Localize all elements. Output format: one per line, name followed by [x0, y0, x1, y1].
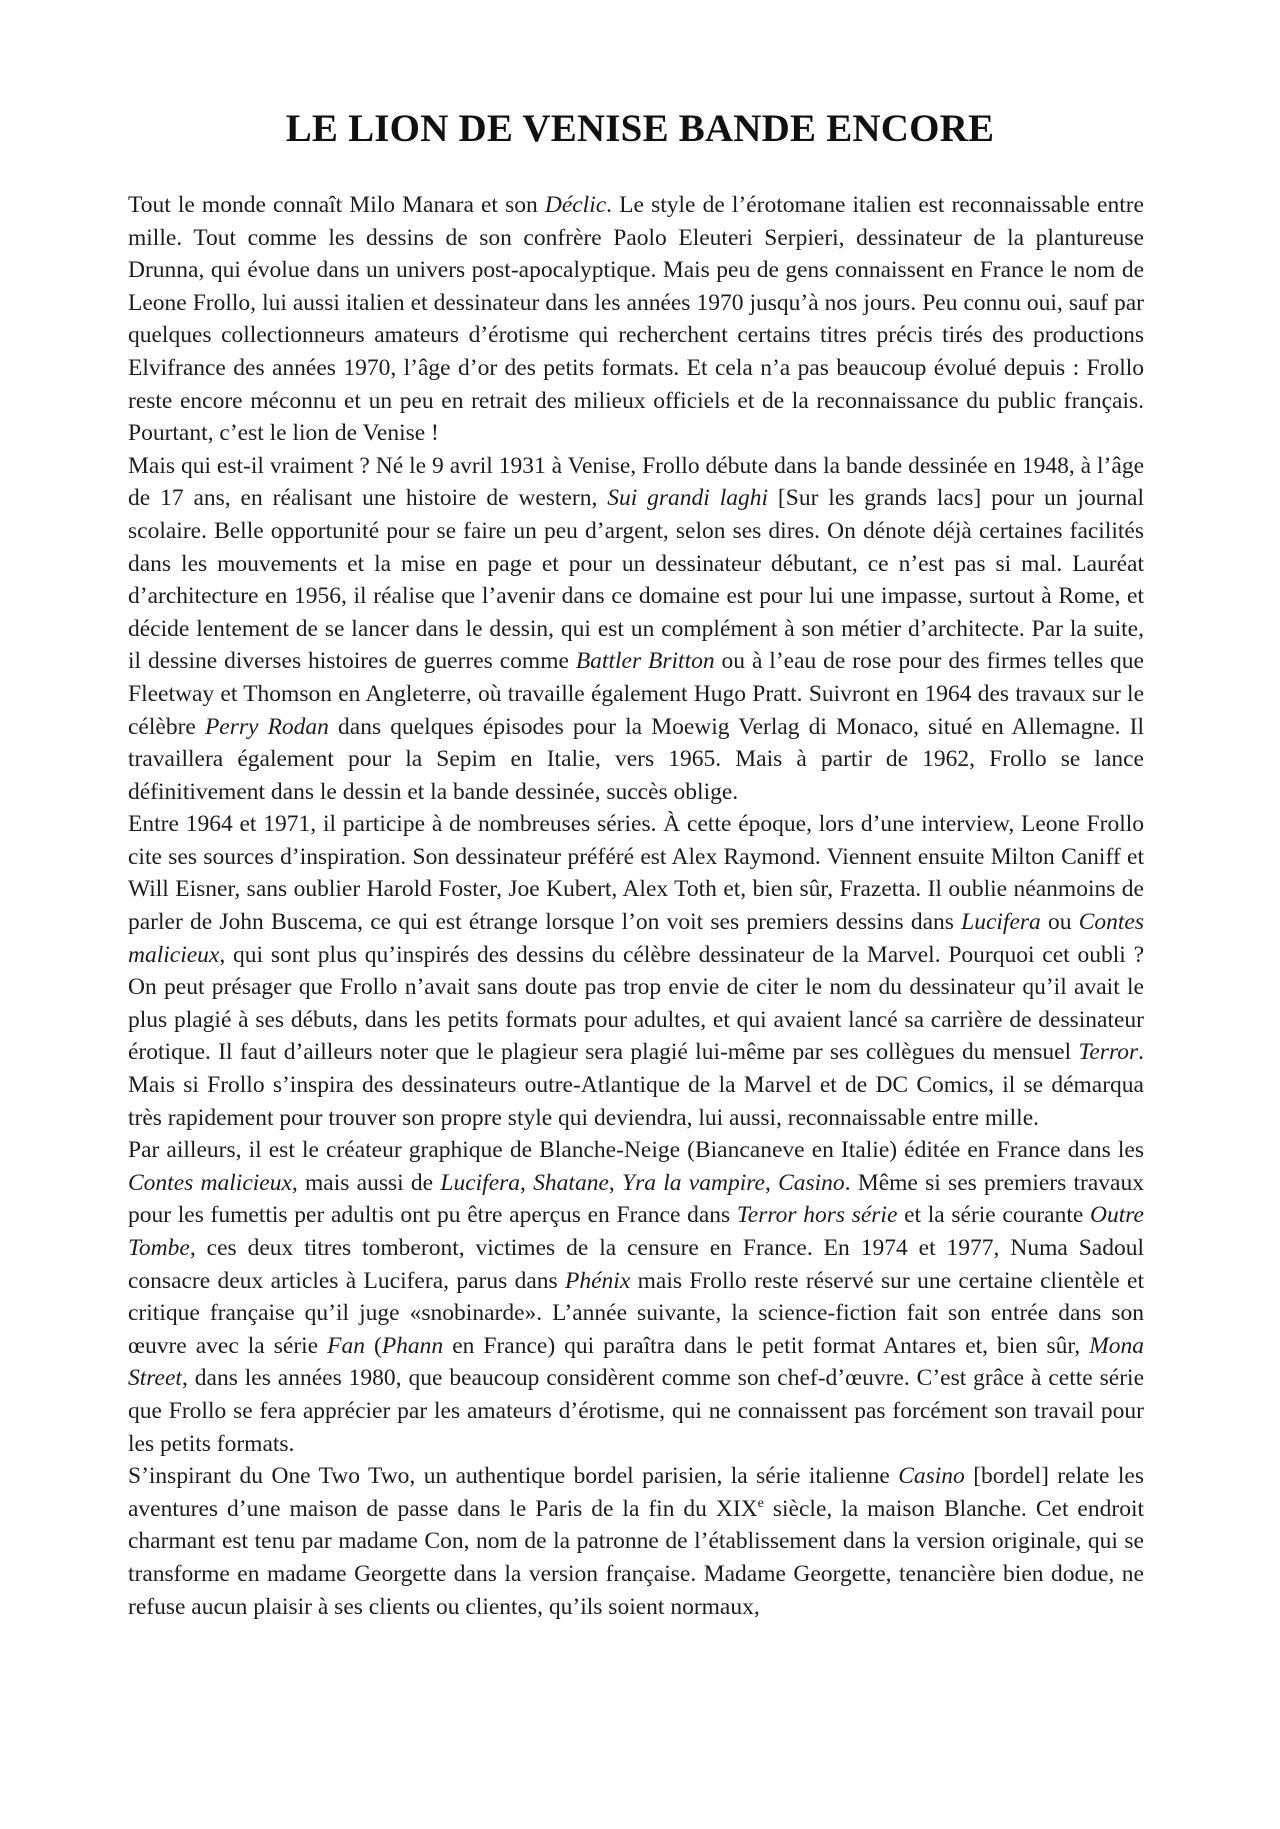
italic-title: Battler Britton: [575, 648, 715, 675]
italic-title: Contes malicieux: [128, 909, 1144, 968]
italic-title: Shatane: [533, 1169, 609, 1196]
text-run: siècle, la maison Blanche. Cet endroit charmant est tenu par madame Con, nom de la patronne de l’établissement dans la version originale, qui se transforme en madame Georgette dans la version française. Madame Georgette, tenancière bien dodue, ne refuse aucun plaisir à ses clients ou clientes, qu’ils soient normaux,: [128, 1495, 1144, 1620]
text-run: mais Frollo reste réservé sur une certaine clientèle et critique française qu’il juge «snobinarde». L’année suivante, la science-fiction fait son entrée dans son œuvre avec la série: [128, 1267, 1144, 1359]
text-run: en France) qui paraîtra dans le petit format Antares et, bien sûr,: [443, 1332, 1090, 1359]
italic-title: Casino: [778, 1169, 845, 1196]
italic-title: Contes malicieux: [128, 1169, 292, 1196]
text-run: ou à l’eau de rose pour des firmes telles que Fleetway et Thomson en Angleterre, où travaille également Hugo Pratt. Suivront en 1964 des travaux sur le célèbre: [128, 648, 1144, 740]
text-run: Par ailleurs, il est le créateur graphique de Blanche-Neige (Biancaneve en Italie) éditée en France dans les: [128, 1137, 1144, 1164]
italic-title: Fan: [327, 1332, 365, 1359]
text-run: , ces deux titres tomberont, victimes de la censure en France. En 1974 et 1977, Numa Sadoul consacre deux articles à Lucifera, parus dans: [128, 1235, 1144, 1294]
text-run: [Sur les grands lacs] pour un journal scolaire. Belle opportunité pour se faire un peu d’argent, selon ses dires. On dénote déjà certaines facilités dans les mouvements et la mise en page et pour un dessinateur débutant, ce n’est pas si mal. Lauréat d’architecture en 1956, il réalise que l’avenir dans ce domaine est pour lui une impasse, surtout à Rome, et décide lentement de se lancer dans le dessin, qui est un complément à son métier d’architecte. Par la suite, il dessine diverses histoires de guerres comme: [128, 485, 1144, 675]
italic-title: Sui grandi laghi: [607, 485, 769, 512]
text-run: et la série courante: [897, 1202, 1091, 1229]
text-run: , dans les années 1980, que beaucoup considèrent comme son chef-d’œuvre. C’est grâce à cette série que Frollo se fera apprécier par les amateurs d’érotisme, qui ne connaissent pas forcément son travail pour les petits formats.: [128, 1365, 1144, 1457]
italic-title: Lucifera: [440, 1169, 521, 1196]
page-title: LE LION DE VENISE BANDE ENCORE: [285, 107, 995, 151]
text-run: ,: [520, 1169, 534, 1196]
italic-title: Mona Street: [128, 1332, 1145, 1392]
text-run: , mais aussi de: [291, 1169, 441, 1196]
paragraph: [128, 1134, 1144, 1460]
italic-title: Phann: [381, 1332, 444, 1359]
italic-title: Lucifera: [961, 909, 1041, 936]
paragraph: [128, 189, 1144, 450]
text-run: [bordel] relate les aventures d’une maison de passe dans le Paris de la fin du XIX: [128, 1463, 1144, 1522]
text-run: ou: [1040, 909, 1079, 936]
text-run: Tout le monde connaît Milo Manara et son: [128, 192, 545, 218]
italic-title: Terror hors série: [736, 1202, 898, 1229]
italic-title: Perry Rodan: [204, 713, 329, 740]
text-run: Mais qui est-il vraiment ? Né le 9 avril 1931 à Venise, Frollo débute dans la bande dessinée en 1948, à l’âge de 17 ans, en réalisant une histoire de western,: [128, 452, 1144, 512]
text-run: ,: [608, 1169, 623, 1196]
paragraph: [128, 450, 1144, 809]
text-run: S’inspirant du One Two Two, un authentique bordel parisien, la série italienne: [128, 1463, 899, 1490]
paragraph: [128, 808, 1144, 1134]
text-run: . Mais si Frollo s’inspira des dessinateurs outre-Atlantique de la Marvel et de DC Comics, il se démarqua très rapidement pour trouver son propre style qui deviendra, lui aussi, reconnaissable entre mille.: [128, 1039, 1144, 1131]
text-run: ,: [764, 1169, 779, 1196]
italic-title: Casino: [898, 1463, 965, 1490]
text-run: . Même si ses premiers travaux pour les fumettis per adultis ont pu être aperçus en France dans: [128, 1169, 1144, 1229]
text-run: dans quelques épisodes pour la Moewig Verlag di Monaco, situé en Allemagne. Il travaillera également pour la Sepim en Italie, vers 1965. Mais à partir de 1962, Frollo se lance définitivement dans le dessin et la bande dessinée, succès oblige.: [128, 713, 1144, 805]
text-run: . Le style de l’érotomane italien est reconnaissable entre mille. Tout comme les dessins de son confrère Paolo Eleuteri Serpieri, dessinateur de la plantureuse Drunna, qui évolue dans un univers post-apocalyptique. Mais peu de gens connaissent en France le nom de Leone Frollo, lui aussi italien et dessinateur dans les années 1970 jusqu’à nos jours. Peu connu oui, sauf par quelques collectionneurs amateurs d’érotisme qui recherchent certains titres précis tirés des productions Elvifrance des années 1970, l’âge d’or des petits formats. Et cela n’a pas beaucoup évolué depuis : Frollo reste encore méconnu et un peu en retrait des milieux officiels et de la reconnaissance du public français. Pourtant, c’est le lion de Venise !: [128, 192, 1144, 447]
paragraph: [128, 1460, 1144, 1623]
text-run: , qui sont plus qu’inspirés des dessins du célèbre dessinateur de la Marvel. Pourquoi cet oubli ? On peut présager que Frollo n’avait sans doute pas trop envie de citer le nom du dessinateur qu’il avait le plus plagié à ses débuts, dans les petits formats pour adultes, et qui avaient lancé sa carrière de dessinateur érotique. Il faut d’ailleurs noter que le plagieur sera plagié lui-même par ses collègues du mensuel: [128, 941, 1144, 1066]
italic-title: Phénix: [565, 1267, 631, 1294]
text-run: Entre 1964 et 1971, il participe à de nombreuses séries. À cette époque, lors d’une interview, Leone Frollo cite ses sources d’inspiration. Son dessinateur préféré est Alex Raymond. Viennent ensuite Milton Caniff et Will Eisner, sans oublier Harold Foster, Joe Kubert, Alex Toth et, bien sûr, Frazetta. Il oublie néanmoins de parler de John Buscema, ce qui est étrange lorsque l’on voit ses premiers dessins dans: [128, 811, 1144, 936]
italic-title: Outre Tombe: [128, 1202, 1144, 1261]
italic-title: Déclic: [544, 192, 607, 218]
text-run: (: [364, 1332, 382, 1359]
superscript-text: e: [757, 1494, 764, 1511]
article-body: [128, 189, 1144, 1623]
italic-title: Yra la vampire: [622, 1169, 765, 1196]
italic-title: Terror: [1078, 1039, 1139, 1066]
